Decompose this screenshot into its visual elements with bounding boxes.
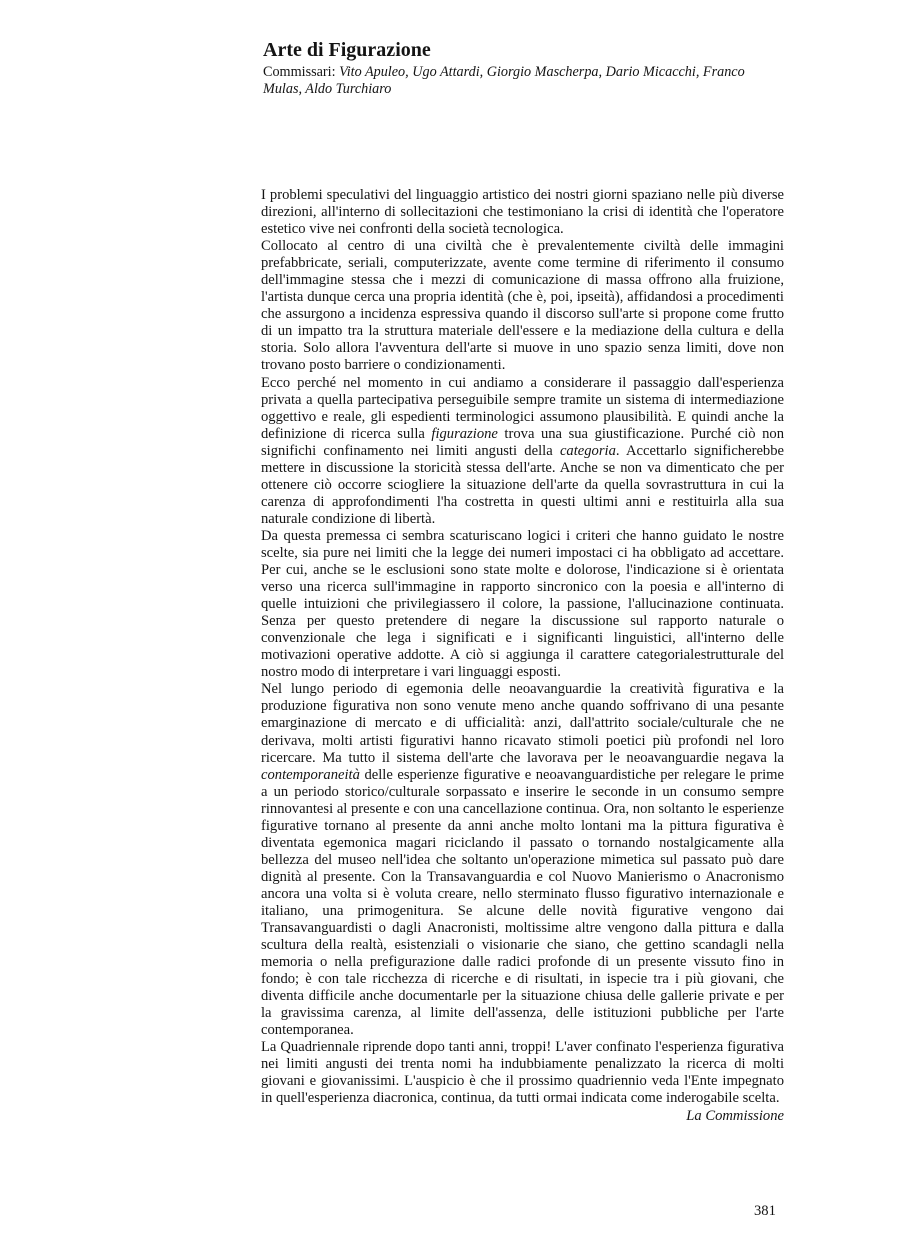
article-title: Arte di Figurazione <box>263 39 431 61</box>
page-number: 381 <box>754 1203 776 1219</box>
commissioners-line <box>263 64 783 98</box>
paragraph-5-part-b: delle esperienze figurative e neoavanguardistiche per relegare le prime a un periodo storico/culturale sorpassato e inserire le seconde in un consumo sempre rinnovantesi al presente e con una cancellazione continua. Ora, non soltanto le esperienze figurative tornano al presente da anni anche molto lontani ma la pittura figurativa è diventata egemonica magari riciclando il passato o tornando nostalgicamente alla bellezza del museo nell'idea che soltanto un'operazione mimetica sul passato può dare dignità al presente. Con la Transavanguardia e col Nuovo Manierismo o Anacronismo ancora una volta si è voluta creare, nello sterminato flusso figurativo internazionale e italiano, una primogenitura. Se alcune delle novità figurative vengono dai Transavanguardisti o dagli Anacronisti, moltissime altre vengono dalla pittura e dalla scultura della realtà, esistenziali o visionarie che siano, che gettino scandagli nella memoria o nella prefigurazione dalle radici profonde di un presente vissuto fino in fondo; è con tale ricchezza di ricerche e di risultati, in ispecie tra i più giovani, che diventa difficile anche documentarle per la situazione chiusa delle gallerie private e per la gravissima carenza, al limite dell'assenza, delle istituzioni pubbliche per l'arte contemporanea. <box>261 766 784 1039</box>
paragraph-1: I problemi speculativi del linguaggio artistico dei nostri giorni spaziano nelle più diverse direzioni, all'interno di sollecitazioni che testimoniano la crisi di identità che l'operatore estetico vive nei confronti della società tecnologica. <box>261 187 784 238</box>
paragraph-5 <box>261 681 784 1039</box>
commissioners-label: Commissari: <box>263 64 340 80</box>
article-header <box>263 38 783 98</box>
paragraph-2: Collocato al centro di una civiltà che è prevalentemente civiltà delle immagini prefabbricate, seriali, computerizzate, avente come termine di riferimento il consumo dell'immagine stessa che i mezzi di comunicazione di massa offrono alla fruizione, l'artista dunque cerca una propria identità (che è, poi, ipseità), affidandosi a procedimenti che assurgono a incidenza espressiva quando il discorso sull'arte si propone come frutto di un impatto tra la struttura materiale dell'essere e la mediazione della cultura e della storia. Solo allora l'avventura dell'arte si muove in uno spazio senza limiti, dove non trovano posto barriere o condizionamenti. <box>261 238 784 374</box>
paragraph-3-part-b: trova una sua giustificazione. Purché ciò non significhi confinamento nei limiti angusti della <box>261 425 784 459</box>
paragraph-4: Da questa premessa ci sembra scaturiscano logici i criteri che hanno guidato le nostre scelte, sia pure nei limiti che la legge dei numeri impostaci ci ha obbligato ad accettare. Per cui, anche se le esclusioni sono state molte e dolorose, l'indicazione si è orientata verso una ricerca sull'immagine in rapporto sincronico con la poesia e all'interno di quelle intuizioni che privilegiassero il colore, la passione, l'allucinazione continuata. Senza per questo pretendere di negare la discussione sul rapporto naturale o convenzionale che lega i significati e i significanti linguistici, all'interno delle motivazioni operative addotte. A ciò si aggiunga il carattere categorialestrutturale del nostro modo di interpretare i vari linguaggi esposti. <box>261 527 784 681</box>
paragraph-6: La Quadriennale riprende dopo tanti anni, troppi! L'aver confinato l'esperienza figurativa nei limiti angusti dei trenta nomi ha indubbiamente penalizzato la ricerca di molti giovani e giovanissimi. L'auspicio è che il prossimo quadriennio veda l'Ente impegnato in quell'esperienza diacronica, continua, da tutti ormai indicata come inderogabile scelta. <box>261 1039 784 1107</box>
commissioners-names: Vito Apuleo, Ugo Attardi, Giorgio Mascherpa, Dario Micacchi, Franco Mulas, Aldo Turchiaro <box>263 64 745 97</box>
paragraph-3 <box>261 375 784 528</box>
article-body <box>261 187 784 1125</box>
paragraph-5-part-a: Nel lungo periodo di egemonia delle neoavanguardie la creatività figurativa e la produzione figurativa non sono venute meno anche quando soffrivano di una pesante emarginazione di mercato e di ufficialità: anzi, dall'attrito sociale/culturale che ne derivava, molti artisti figurativi hanno ricavato stimoli poetici più profondi nel loro ricercare. Ma tutto il sistema dell'arte che lavorava per le neoavanguardie negava la <box>261 681 784 766</box>
paragraph-3-emphasis-figurazione: figurazione <box>431 425 498 442</box>
paragraph-3-emphasis-categoria: categoria <box>559 442 616 459</box>
signature: La Commissione <box>686 1107 784 1124</box>
paragraph-5-emphasis-contemporaneita: contemporaneità <box>261 766 360 783</box>
paragraph-3-part-c: . Accettarlo significherebbe mettere in discussione la storicità stessa dell'arte. Anche se non va dimenticato che per ottenere ciò occorre sciogliere la situazione dell'arte da quella sovrastruttura in cui la carenza di approfondimenti l'ha costretta in questi ultimi anni e restituirla alla sua naturale condizione di libertà. <box>261 442 784 527</box>
paragraph-3-part-a: Ecco perché nel momento in cui andiamo a considerare il passaggio dall'esperienza privata a quella partecipativa perseguibile sempre tramite un sistema di intermediazione oggettivo e reale, gli espedienti terminologici assumono plausibilità. E quindi anche la definizione di ricerca sulla <box>261 374 784 442</box>
